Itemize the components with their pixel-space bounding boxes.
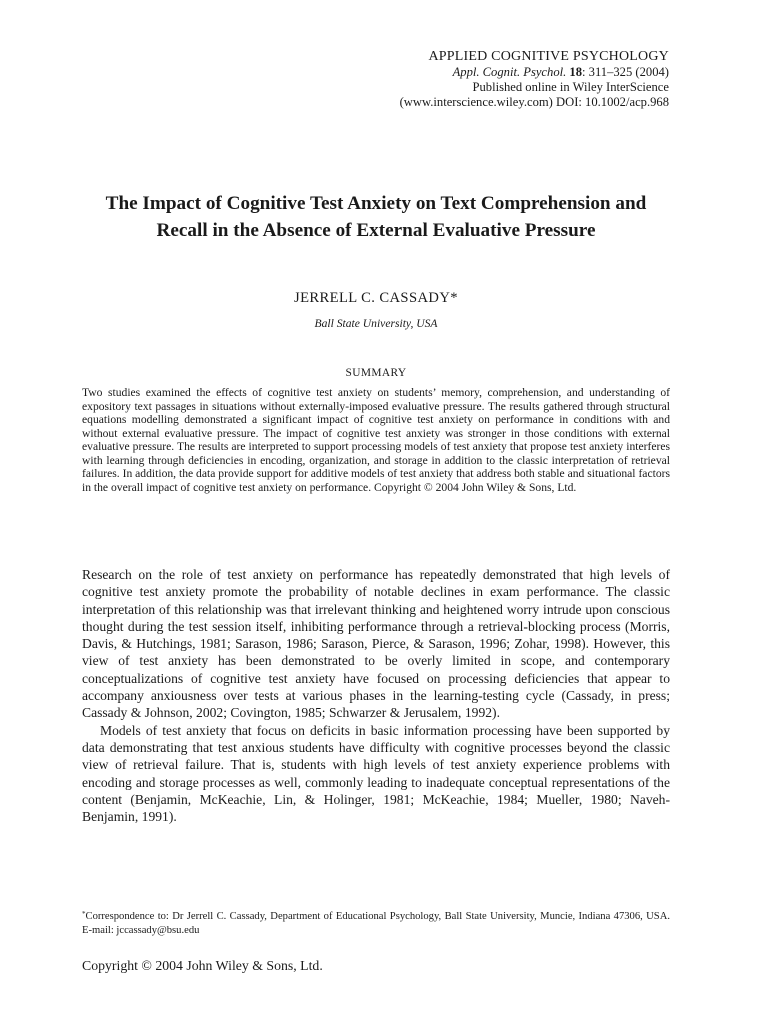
journal-header [400, 48, 669, 111]
footer-copyright: Copyright © 2004 John Wiley & Sons, Ltd. [82, 958, 323, 973]
main-body [82, 566, 670, 825]
body-paragraph-1: Research on the role of test anxiety on performance has repeatedly demonstrated that high levels of cognitive test anxiety promote the probability of notable declines in exam performance. The classic interpretation of this relationship was that irrelevant thinking and heightened worry intrude upon conscious thought during the test session itself, inhibiting performance through a retrieval-blocking process (Morris, Davis, & Hutchings, 1981; Sarason, 1986; Sarason, Pierce, & Sarason, 1996; Zohar, 1998). However, this view of test anxiety has been demonstrated to be overly limited in scope, and contemporary conceptualizations of cognitive test anxiety have focused on processing deficiencies that appear to accompany anxiousness over tests at various phases in the learning-testing cycle (Cassady, in press; Cassady & Johnson, 2002; Covington, 1985; Schwarzer & Jerusalem, 1992). [82, 567, 670, 721]
footnote-marker: * [82, 910, 86, 918]
author-affiliation: Ball State University, USA [314, 317, 438, 330]
footnote-text: Correspondence to: Dr Jerrell C. Cassady, Department of Educational Psychology, Ball State University, Muncie, Indiana 47306, USA. E-mail: jccassady@bsu.edu [82, 911, 670, 936]
body-paragraph-2: Models of test anxiety that focus on deficits in basic information processing have been supported by data demonstrating that test anxious students have difficulty with cognitive processes beyond the classic view of retrieval failure. That is, students with high levels of test anxiety experience problems with encoding and storage processes as well, commonly leading to inadequate conceptual representations of the content (Benjamin, McKeachie, Lin, & Holinger, 1981; McKeachie, 1984; Mueller, 1980; Naveh-Benjamin, 1991). [82, 722, 670, 825]
author-name: JERRELL C. CASSADY* [294, 290, 458, 306]
article-title: The Impact of Cognitive Test Anxiety on Text Comprehension and Recall in the Absence of External Evaluative Pressure [105, 193, 647, 241]
journal-volume: 18 [569, 65, 583, 79]
journal-name: APPLIED COGNITIVE PSYCHOLOGY [428, 49, 669, 64]
journal-url-doi: (www.interscience.wiley.com) DOI: 10.1002/acp.968 [399, 95, 669, 110]
summary-text: Two studies examined the effects of cognitive test anxiety on students’ memory, comprehension, and understanding of expository text passages in situations without externally-imposed evaluative pressure. The results gathered through structural equations modelling demonstrated a significant impact of cognitive test anxiety on performance in conditions with and without external evaluative pressure. The impact of cognitive test anxiety was stronger in those conditions with external evaluative pressure. The results are interpreted to support processing models of test anxiety that propose test anxiety interferes with learning through deficiencies in encoding, organization, and storage in addition to the classic interpretation of retrieval failures. In addition, the data provide support for additive models of test anxiety that address both stable and situational factors in the overall impact of cognitive test anxiety on performance. Copyright © 2004 John Wiley & Sons, Ltd. [82, 386, 670, 494]
summary-heading: SUMMARY [345, 367, 407, 379]
journal-abbrev: Appl. Cognit. Psychol. [452, 65, 567, 79]
journal-pages-year: : 311–325 (2004) [582, 65, 669, 79]
published-online: Published online in Wiley InterScience [472, 80, 669, 95]
correspondence-footnote [82, 908, 670, 937]
journal-citation [400, 65, 669, 80]
